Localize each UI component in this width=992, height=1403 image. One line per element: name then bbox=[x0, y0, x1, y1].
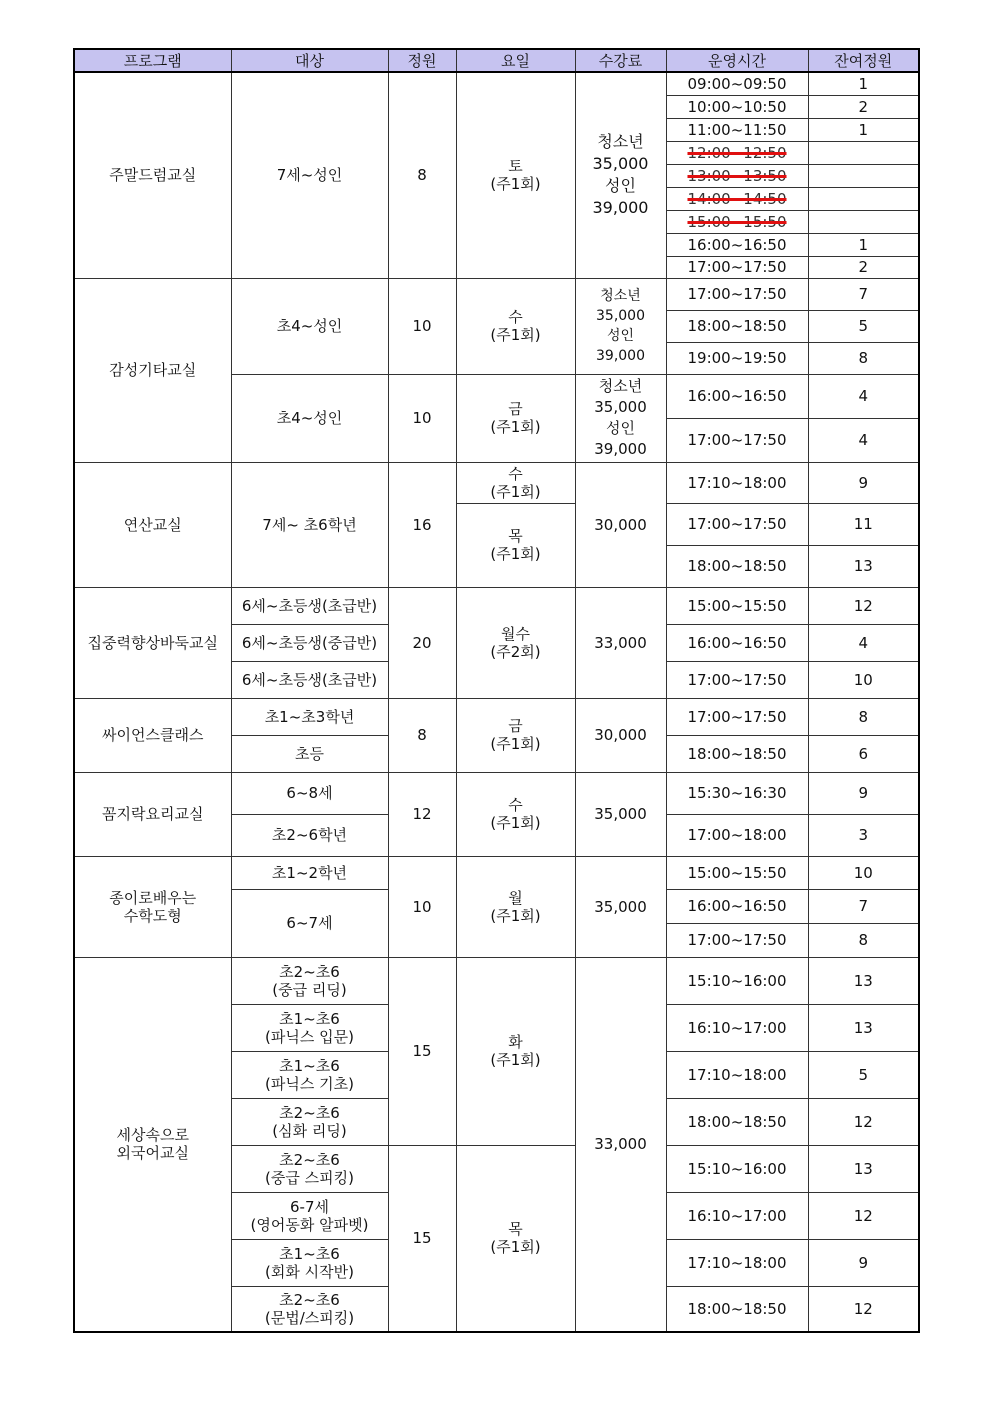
program-name: 종이로배우는 수학도형 bbox=[74, 856, 231, 957]
capacity-cell: 12 bbox=[388, 772, 456, 856]
target-cell: 초4~성인 bbox=[231, 278, 388, 374]
remaining-cell bbox=[808, 141, 919, 164]
target-cell: 초1~초6 (파닉스 입문) bbox=[231, 1004, 388, 1051]
time-cell: 18:00~18:50 bbox=[666, 545, 808, 587]
remaining-cell: 2 bbox=[808, 256, 919, 278]
fee-cell: 청소년 35,000 성인 39,000 bbox=[575, 278, 666, 374]
remaining-cell: 13 bbox=[808, 957, 919, 1004]
header-target: 대상 bbox=[231, 49, 388, 72]
capacity-cell: 20 bbox=[388, 587, 456, 698]
table-row bbox=[74, 462, 919, 503]
time-cell: 11:00~11:50 bbox=[666, 118, 808, 141]
capacity-cell: 10 bbox=[388, 856, 456, 957]
target-cell: 6세~초등생(초급반) bbox=[231, 661, 388, 698]
time-cell: 17:00~17:50 bbox=[666, 418, 808, 462]
capacity-cell: 16 bbox=[388, 462, 456, 587]
day-cell: 목 (주1회) bbox=[456, 503, 575, 587]
day-cell: 수 (주1회) bbox=[456, 772, 575, 856]
remaining-cell: 1 bbox=[808, 118, 919, 141]
time-cell: 17:00~17:50 bbox=[666, 661, 808, 698]
target-cell: 초2~초6 (중급 리딩) bbox=[231, 957, 388, 1004]
remaining-cell: 12 bbox=[808, 1098, 919, 1145]
time-cell: 15:00~15:50 bbox=[666, 856, 808, 889]
program-name: 감성기타교실 bbox=[74, 278, 231, 462]
fee-cell: 30,000 bbox=[575, 698, 666, 772]
fee-cell: 35,000 bbox=[575, 772, 666, 856]
remaining-cell: 1 bbox=[808, 72, 919, 95]
remaining-cell: 9 bbox=[808, 462, 919, 503]
target-cell: 초1~초3학년 bbox=[231, 698, 388, 735]
program-name: 세상속으로 외국어교실 bbox=[74, 957, 231, 1332]
fee-cell: 35,000 bbox=[575, 856, 666, 957]
time-cell: 16:10~17:00 bbox=[666, 1192, 808, 1239]
target-cell: 6세~초등생(초급반) bbox=[231, 587, 388, 624]
time-cell: 16:00~16:50 bbox=[666, 624, 808, 661]
target-cell: 초2~6학년 bbox=[231, 814, 388, 856]
time-cell: 18:00~18:50 bbox=[666, 310, 808, 342]
time-cell: 16:00~16:50 bbox=[666, 374, 808, 418]
remaining-cell: 6 bbox=[808, 735, 919, 772]
capacity-cell: 10 bbox=[388, 278, 456, 374]
remaining-cell: 8 bbox=[808, 342, 919, 374]
capacity-cell: 8 bbox=[388, 698, 456, 772]
target-cell: 6세~초등생(중급반) bbox=[231, 624, 388, 661]
header-time: 운영시간 bbox=[666, 49, 808, 72]
remaining-cell: 2 bbox=[808, 95, 919, 118]
remaining-cell: 5 bbox=[808, 1051, 919, 1098]
time-cell: 15:30~16:30 bbox=[666, 772, 808, 814]
time-cell: 17:00~17:50 bbox=[666, 698, 808, 735]
remaining-cell: 12 bbox=[808, 1192, 919, 1239]
header-fee: 수강료 bbox=[575, 49, 666, 72]
table-row bbox=[74, 278, 919, 310]
table-row bbox=[74, 957, 919, 1004]
time-cell: 17:00~18:00 bbox=[666, 814, 808, 856]
capacity-cell: 10 bbox=[388, 374, 456, 462]
fee-cell: 30,000 bbox=[575, 462, 666, 587]
program-name: 주말드럼교실 bbox=[74, 72, 231, 278]
target-cell: 초1~초6 (회화 시작반) bbox=[231, 1239, 388, 1286]
day-cell: 금 (주1회) bbox=[456, 698, 575, 772]
remaining-cell: 4 bbox=[808, 624, 919, 661]
target-cell: 초1~2학년 bbox=[231, 856, 388, 889]
time-cell-cancelled: 14:00~14:50 bbox=[666, 187, 808, 210]
capacity-cell: 15 bbox=[388, 957, 456, 1145]
day-cell: 월수 (주2회) bbox=[456, 587, 575, 698]
fee-cell: 청소년 35,000 성인 39,000 bbox=[575, 72, 666, 278]
target-cell: 초등 bbox=[231, 735, 388, 772]
day-cell: 토 (주1회) bbox=[456, 72, 575, 278]
program-schedule-table bbox=[73, 48, 920, 1333]
fee-cell: 청소년 35,000 성인 39,000 bbox=[575, 374, 666, 462]
remaining-cell: 13 bbox=[808, 545, 919, 587]
target-cell: 6-7세 (영어동화 알파벳) bbox=[231, 1192, 388, 1239]
table-row bbox=[74, 856, 919, 889]
target-cell: 7세~ 초6학년 bbox=[231, 462, 388, 587]
remaining-cell bbox=[808, 164, 919, 187]
time-cell-cancelled: 12:00~12:50 bbox=[666, 141, 808, 164]
target-cell: 6~7세 bbox=[231, 889, 388, 957]
remaining-cell: 4 bbox=[808, 418, 919, 462]
time-cell: 17:00~17:50 bbox=[666, 503, 808, 545]
header-remaining: 잔여정원 bbox=[808, 49, 919, 72]
target-cell: 6~8세 bbox=[231, 772, 388, 814]
time-cell: 18:00~18:50 bbox=[666, 1098, 808, 1145]
table-row bbox=[74, 772, 919, 814]
time-cell: 10:00~10:50 bbox=[666, 95, 808, 118]
time-cell-cancelled: 13:00~13:50 bbox=[666, 164, 808, 187]
remaining-cell: 8 bbox=[808, 923, 919, 957]
day-cell: 목 (주1회) bbox=[456, 1145, 575, 1332]
time-cell: 17:00~17:50 bbox=[666, 256, 808, 278]
day-cell: 수 (주1회) bbox=[456, 462, 575, 503]
table-row bbox=[74, 698, 919, 735]
table-row bbox=[74, 587, 919, 624]
capacity-cell: 15 bbox=[388, 1145, 456, 1332]
time-cell: 15:00~15:50 bbox=[666, 587, 808, 624]
program-name: 연산교실 bbox=[74, 462, 231, 587]
time-cell: 18:00~18:50 bbox=[666, 735, 808, 772]
time-cell: 09:00~09:50 bbox=[666, 72, 808, 95]
time-cell: 16:00~16:50 bbox=[666, 233, 808, 256]
time-cell: 19:00~19:50 bbox=[666, 342, 808, 374]
day-cell: 화 (주1회) bbox=[456, 957, 575, 1145]
target-cell: 초2~초6 (심화 리딩) bbox=[231, 1098, 388, 1145]
program-name: 꼼지락요리교실 bbox=[74, 772, 231, 856]
program-name: 집중력향상바둑교실 bbox=[74, 587, 231, 698]
time-cell: 17:10~18:00 bbox=[666, 462, 808, 503]
time-cell: 15:10~16:00 bbox=[666, 957, 808, 1004]
fee-cell: 33,000 bbox=[575, 587, 666, 698]
day-cell: 수 (주1회) bbox=[456, 278, 575, 374]
remaining-cell: 5 bbox=[808, 310, 919, 342]
remaining-cell: 7 bbox=[808, 889, 919, 923]
remaining-cell: 9 bbox=[808, 1239, 919, 1286]
time-cell-cancelled: 15:00~15:50 bbox=[666, 210, 808, 233]
time-cell: 17:10~18:00 bbox=[666, 1051, 808, 1098]
target-cell: 초4~성인 bbox=[231, 374, 388, 462]
fee-cell: 33,000 bbox=[575, 957, 666, 1332]
program-name: 싸이언스클래스 bbox=[74, 698, 231, 772]
header-day: 요일 bbox=[456, 49, 575, 72]
remaining-cell: 9 bbox=[808, 772, 919, 814]
remaining-cell: 12 bbox=[808, 1286, 919, 1332]
remaining-cell: 3 bbox=[808, 814, 919, 856]
target-cell: 초2~초6 (문법/스피킹) bbox=[231, 1286, 388, 1332]
remaining-cell: 4 bbox=[808, 374, 919, 418]
remaining-cell: 1 bbox=[808, 233, 919, 256]
target-cell: 7세~성인 bbox=[231, 72, 388, 278]
remaining-cell bbox=[808, 210, 919, 233]
target-cell: 초1~초6 (파닉스 기초) bbox=[231, 1051, 388, 1098]
time-cell: 16:10~17:00 bbox=[666, 1004, 808, 1051]
time-cell: 17:00~17:50 bbox=[666, 923, 808, 957]
header-row bbox=[74, 49, 919, 72]
time-cell: 18:00~18:50 bbox=[666, 1286, 808, 1332]
time-cell: 15:10~16:00 bbox=[666, 1145, 808, 1192]
remaining-cell bbox=[808, 187, 919, 210]
day-cell: 월 (주1회) bbox=[456, 856, 575, 957]
table-row bbox=[74, 72, 919, 95]
remaining-cell: 13 bbox=[808, 1145, 919, 1192]
time-cell: 17:00~17:50 bbox=[666, 278, 808, 310]
remaining-cell: 8 bbox=[808, 698, 919, 735]
time-cell: 16:00~16:50 bbox=[666, 889, 808, 923]
remaining-cell: 13 bbox=[808, 1004, 919, 1051]
time-cell: 17:10~18:00 bbox=[666, 1239, 808, 1286]
remaining-cell: 7 bbox=[808, 278, 919, 310]
day-cell: 금 (주1회) bbox=[456, 374, 575, 462]
header-capacity: 정원 bbox=[388, 49, 456, 72]
target-cell: 초2~초6 (중급 스피킹) bbox=[231, 1145, 388, 1192]
remaining-cell: 10 bbox=[808, 856, 919, 889]
remaining-cell: 12 bbox=[808, 587, 919, 624]
remaining-cell: 10 bbox=[808, 661, 919, 698]
remaining-cell: 11 bbox=[808, 503, 919, 545]
capacity-cell: 8 bbox=[388, 72, 456, 278]
header-program: 프로그램 bbox=[74, 49, 231, 72]
